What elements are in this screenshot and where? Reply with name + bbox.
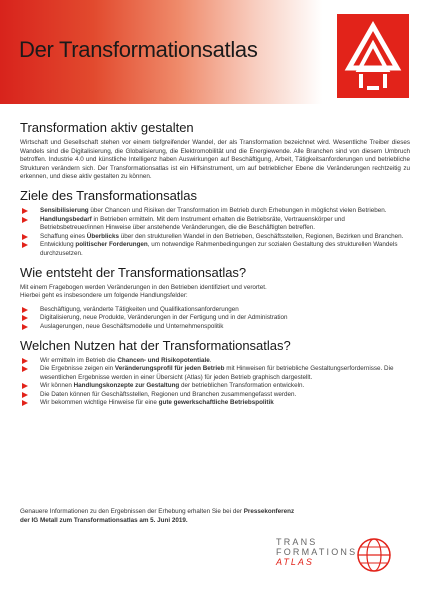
nutzen-list <box>22 357 410 409</box>
bullet-icon <box>22 392 28 398</box>
entstehung-intro-2: Hierbei geht es insbesondere um folgende Handlungsfelder: <box>20 292 188 300</box>
bullet-icon <box>22 383 28 389</box>
globe-icon <box>356 537 392 573</box>
page-title: Der Transformationsatlas <box>19 37 258 62</box>
bullet-icon <box>22 366 28 372</box>
bullet-icon <box>22 208 28 214</box>
entstehung-intro-1: Mit einem Fragebogen werden Veränderungen in den Betrieben identifiziert und verortet. <box>20 283 267 291</box>
list-item: Wir ermitteln im Betrieb die Chancen- und Risikopotentiale. <box>22 357 410 366</box>
list-item: Wir bekommen wichtige Hinweise für eine gute gewerkschaftliche Betriebspolitik <box>22 399 410 408</box>
ig-metall-logo <box>337 14 409 98</box>
list-item: Sensibilisierung über Chancen und Risiken der Transformation im Betrieb durch Erhebungen in möglichst vielen Betrieben. <box>22 207 410 216</box>
press-conference-note: Genauere Informationen zu den Ergebnissen der Erhebung erhalten Sie bei der Pressekonferenz der IG Metall zum Transformationsatlas am 5. Juni 2019. <box>20 508 295 524</box>
section-heading-transformation: Transformation aktiv gestalten <box>20 120 194 135</box>
list-item: Beschäftigung, veränderte Tätigkeiten und Qualifikationsanforderungen <box>22 306 410 315</box>
bullet-icon <box>22 307 28 313</box>
bullet-icon <box>22 400 28 406</box>
list-item: Auslagerungen, neue Geschäftsmodelle und Unternehmenspolitik <box>22 323 410 332</box>
list-item: Handlungsbedarf in Betrieben ermitteln. Mit dem Instrument erhalten die Betriebsräte, Vertrauenskörper und Betriebsbetreuer/innen Hinweise über anstehende Veränderungen, die die Beschäftigten betreffen. <box>22 216 410 233</box>
bullet-icon <box>22 217 28 223</box>
bullet-icon <box>22 324 28 330</box>
header-banner <box>0 0 424 104</box>
main-content <box>20 120 410 408</box>
bullet-icon <box>22 234 28 240</box>
bullet-icon <box>22 242 28 248</box>
bullet-icon <box>22 358 28 364</box>
section-heading-ziele: Ziele des Transformationsatlas <box>20 187 198 203</box>
handlungsfelder-list <box>22 306 410 332</box>
section-transformation-body: Wirtschaft und Gesellschaft stehen vor einem tiefgreifender Wandel, der als Transformation bezeichnet wird. Wesentliche Treiber dieses Wandels sind die Digitalisierung, die Globalisierung, die Elektromobilität und die Energiewende. Alle Branchen sind von diesem Umbruch betroffen. Industrie 4.0 und künstliche Intelligenz haben Auswirkungen auf Beschäftigung, Arbeit, Tätigkeitsanforderungen und betriebliche Strukturen verändern sich. Der Transformationsatlas ist ein Hilfsinstrument, um auf betrieblicher Ebene die Veränderungen rechtzeitig zu erkennen, und diese aktiv gestalten zu können. <box>20 139 410 181</box>
ziele-list <box>22 207 410 259</box>
bullet-icon <box>22 315 28 321</box>
list-item: Schaffung eines Überblicks über den strukturellen Wandel in den Betrieben, Geschäftsstellen, Regionen, Bezirken und Branchen. <box>22 233 410 242</box>
list-item: Entwicklung politischer Forderungen, um notwendige Rahmenbedingungen zur sozialen Gestaltung des strukturellen Wandels durchzusetzen. <box>22 241 410 258</box>
section-heading-entstehung: Wie entsteht der Transformationsatlas? <box>20 264 247 280</box>
list-item: Wir können Handlungskonzepte zur Gestaltung der betrieblichen Transformation entwickeln. <box>22 382 410 391</box>
list-item: Digitalisierung, neue Produkte, Veränderungen in der Fertigung und in der Administration <box>22 314 410 323</box>
section-heading-nutzen: Welchen Nutzen hat der Transformationsatlas? <box>20 337 291 353</box>
list-item: Die Ergebnisse zeigen ein Veränderungsprofil für jeden Betrieb mit Hinweisen für betriebliche Gestaltungserfordernisse. Die wesentlichen Ergebnisse werden in einer Übersicht (Atlas) für jeden Betrieb graphisch dargestellt. <box>22 365 410 382</box>
transformationsatlas-wordmark: TRANS FORMATIONS ATLAS <box>276 537 358 567</box>
transformationsatlas-logo <box>276 534 396 580</box>
list-item: Die Daten können für Geschäftsstellen, Regionen und Branchen zusammengefasst werden. <box>22 391 410 400</box>
